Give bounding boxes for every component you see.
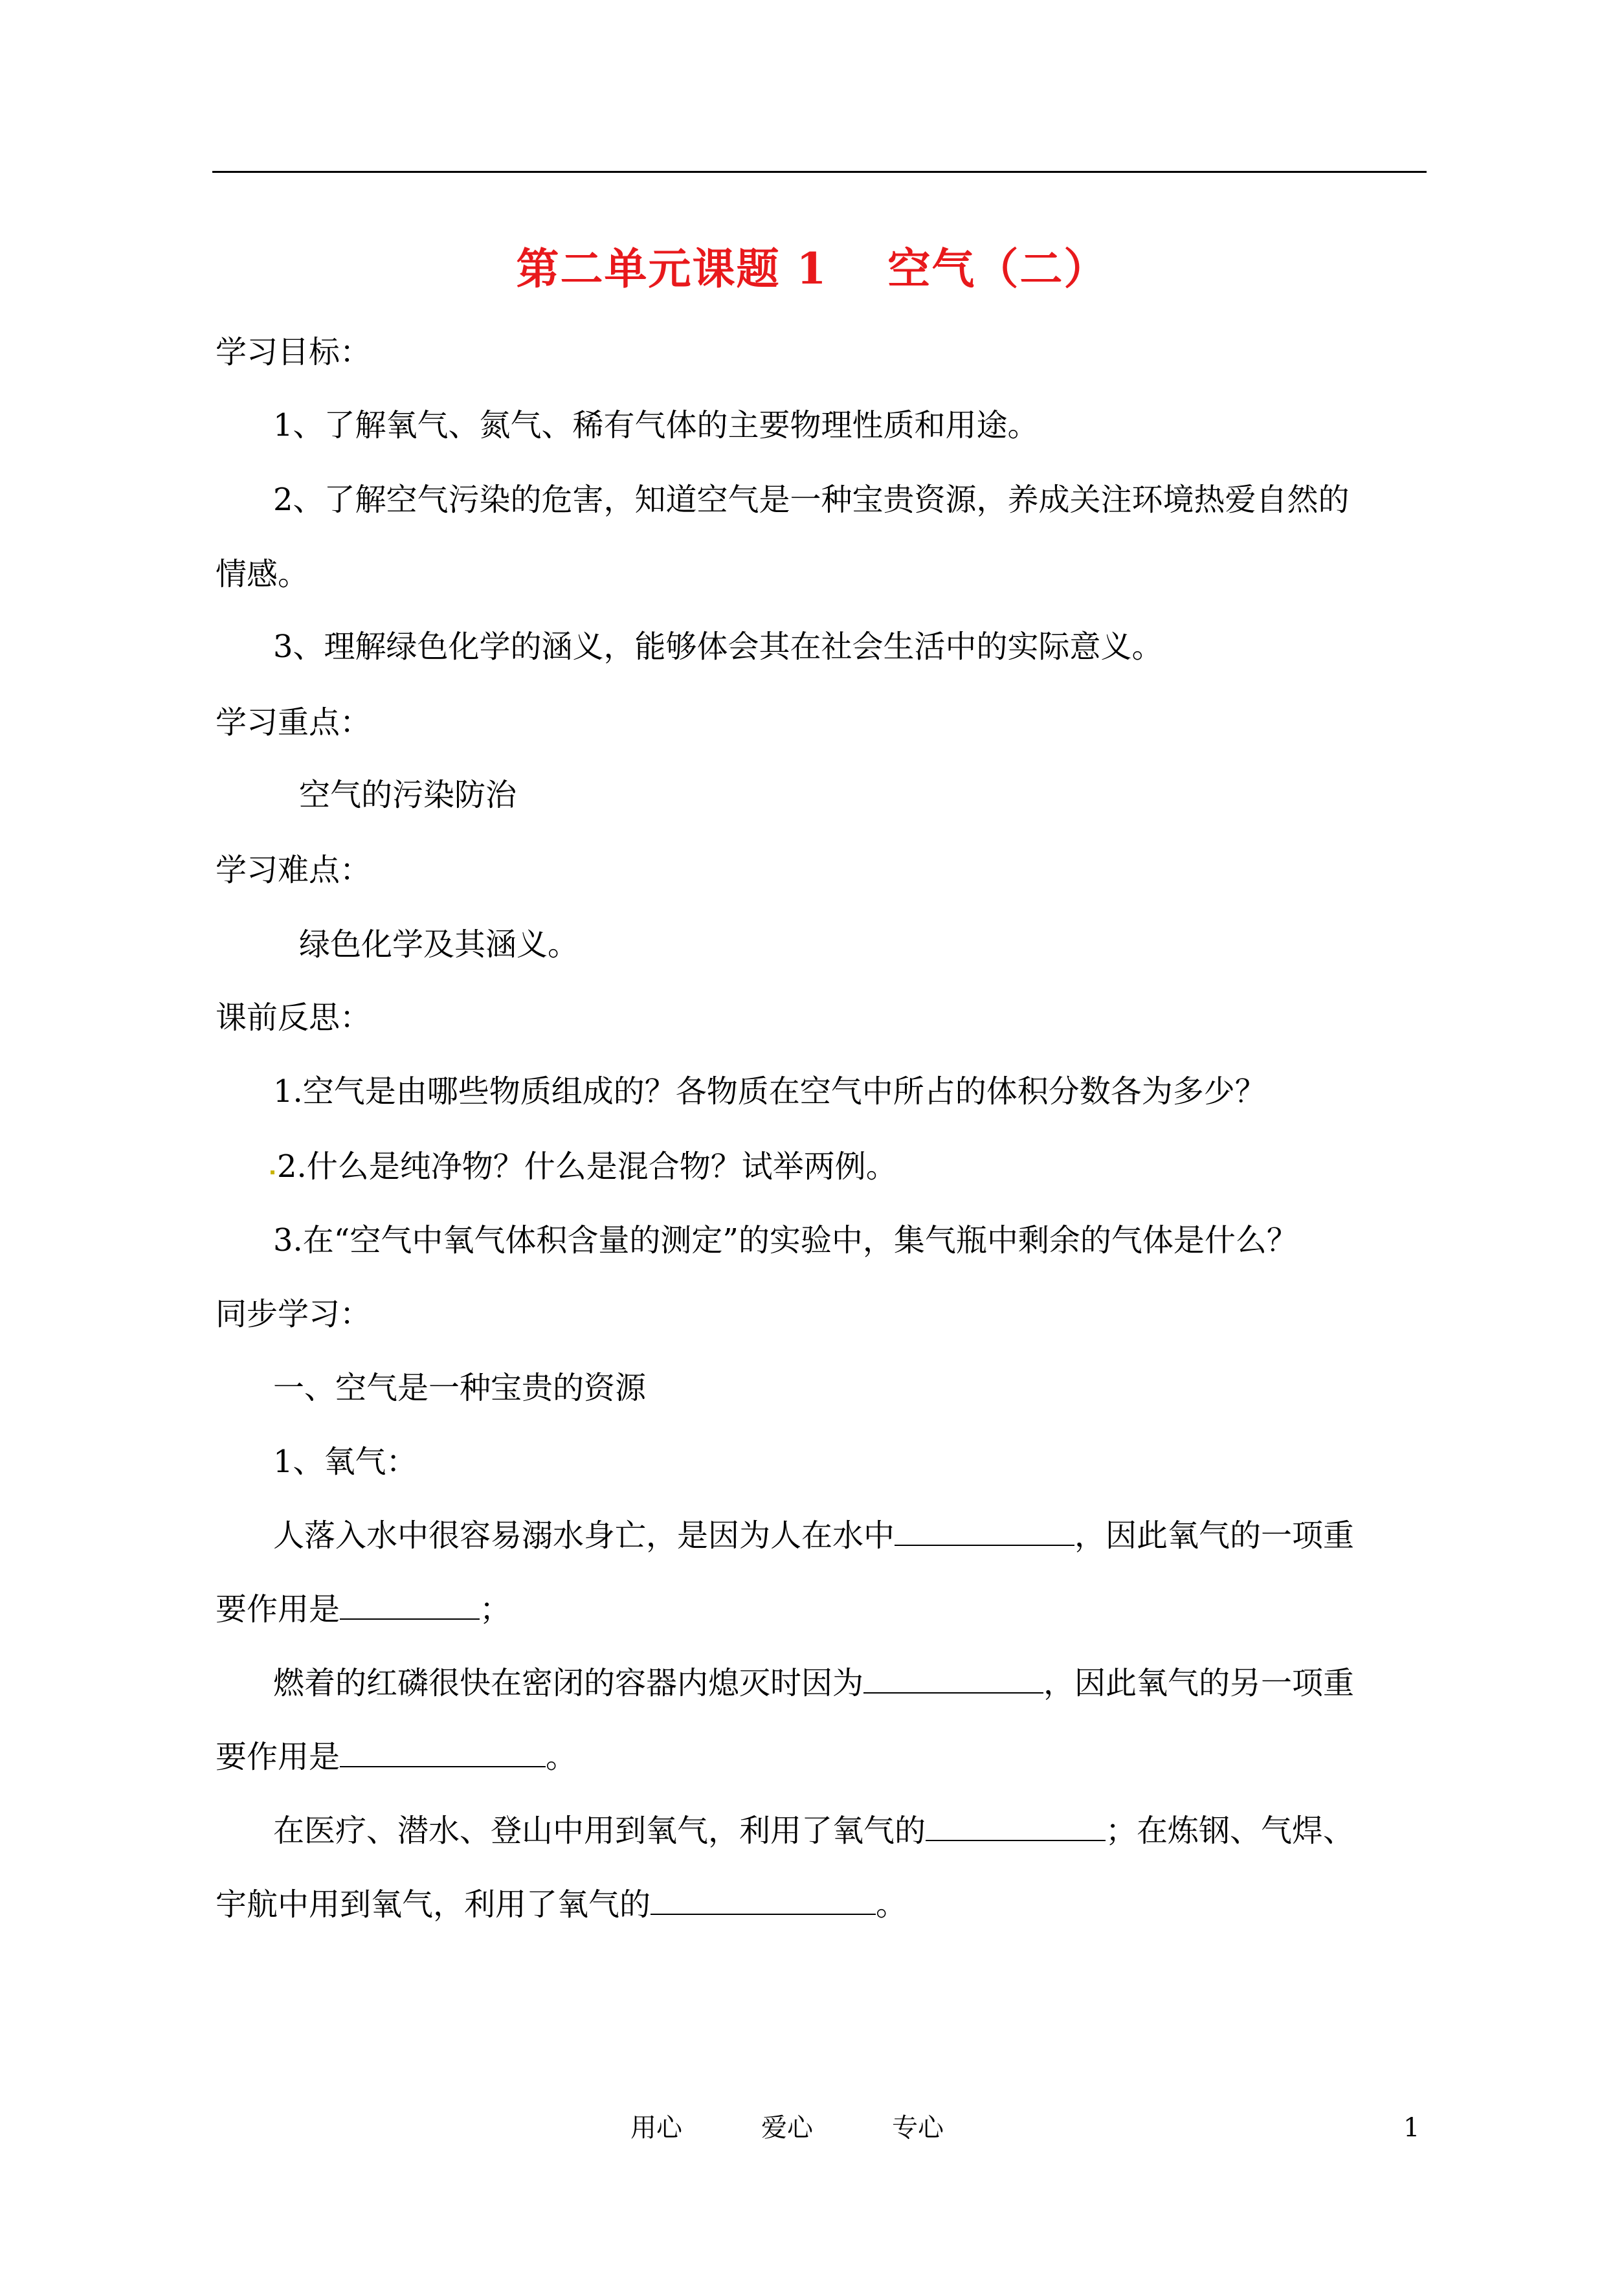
key-points-heading: 学习重点： bbox=[216, 704, 372, 741]
paragraph-2-text-a: 燃着的红磷很快在密闭的容器内熄灭时因为 bbox=[273, 1665, 864, 1701]
objectives-heading: 学习目标： bbox=[216, 334, 372, 370]
paragraph-1-line-2 bbox=[216, 1589, 511, 1630]
fill-blank-6[interactable] bbox=[651, 1888, 876, 1915]
paragraph-1-text-c: 要作用是 bbox=[216, 1591, 340, 1627]
paragraph-2-text-d: 。 bbox=[546, 1739, 577, 1775]
difficulties-content: 绿色化学及其涵义。 bbox=[299, 926, 579, 963]
preview-heading: 课前反思： bbox=[216, 1000, 372, 1036]
paragraph-3-text-d: 。 bbox=[876, 1886, 907, 1923]
paragraph-1-text-b: ，因此氧气的一项重 bbox=[1074, 1517, 1355, 1554]
header-rule bbox=[212, 171, 1427, 173]
key-points-content: 空气的污染防治 bbox=[299, 777, 517, 813]
paragraph-3-text-a: 在医疗、潜水、登山中用到氧气，利用了氧气的 bbox=[273, 1813, 926, 1849]
objective-item-3: 3、理解绿色化学的涵义，能够体会其在社会生活中的实际意义。 bbox=[273, 629, 1163, 665]
paragraph-3-text-b: ；在炼钢、气焊、 bbox=[1106, 1813, 1355, 1849]
objective-item-2-cont: 情感。 bbox=[216, 556, 309, 592]
fill-blank-2[interactable] bbox=[340, 1593, 480, 1620]
preview-question-2: 2.什么是纯净物？什么是混合物？试举两例。 bbox=[277, 1148, 897, 1185]
fill-blank-5[interactable] bbox=[926, 1814, 1106, 1841]
paragraph-2-text-c: 要作用是 bbox=[216, 1739, 340, 1775]
stray-mark bbox=[271, 1170, 274, 1174]
paragraph-2-line-2 bbox=[216, 1736, 577, 1778]
paragraph-3-line-1 bbox=[273, 1810, 1354, 1851]
section-1-heading: 一、空气是一种宝贵的资源 bbox=[273, 1370, 647, 1406]
objective-item-1: 1、了解氧气、氮气、稀有气体的主要物理性质和用途。 bbox=[273, 407, 1039, 443]
footer-motto-2: 爱心 bbox=[761, 2113, 813, 2143]
preview-question-1: 1.空气是由哪些物质组成的？各物质在空气中所占的体积分数各为多少？ bbox=[273, 1073, 1266, 1110]
paragraph-3-line-2 bbox=[216, 1884, 907, 1925]
paragraph-1-text-a: 人落入水中很容易溺水身亡，是因为人在水中 bbox=[273, 1517, 895, 1554]
fill-blank-4[interactable] bbox=[340, 1740, 546, 1767]
subsection-oxygen: 1、氧气： bbox=[273, 1444, 417, 1480]
footer-motto-1: 用心 bbox=[630, 2113, 682, 2143]
page-number: 1 bbox=[1403, 2113, 1420, 2143]
preview-question-3: 3.在“空气中氧气体积含量的测定”的实验中，集气瓶中剩余的气体是什么？ bbox=[273, 1222, 1298, 1258]
fill-blank-3[interactable] bbox=[863, 1666, 1043, 1694]
paragraph-2-text-b: ，因此氧气的另一项重 bbox=[1043, 1665, 1355, 1701]
paragraph-1-text-d: ； bbox=[480, 1591, 511, 1627]
paragraph-1-line-1 bbox=[273, 1515, 1354, 1556]
objective-item-2: 2、了解空气污染的危害，知道空气是一种宝贵资源，养成关注环境热爱自然的 bbox=[273, 482, 1350, 518]
difficulties-heading: 学习难点： bbox=[216, 852, 372, 888]
fill-blank-1[interactable] bbox=[895, 1519, 1074, 1546]
sync-heading: 同步学习： bbox=[216, 1296, 372, 1332]
paragraph-2-line-1 bbox=[273, 1662, 1354, 1704]
footer-motto-3: 专心 bbox=[892, 2113, 944, 2143]
paragraph-3-text-c: 宇航中用到氧气，利用了氧气的 bbox=[216, 1886, 651, 1923]
page-title: 第二单元课题 1 空气（二） bbox=[516, 243, 1108, 294]
